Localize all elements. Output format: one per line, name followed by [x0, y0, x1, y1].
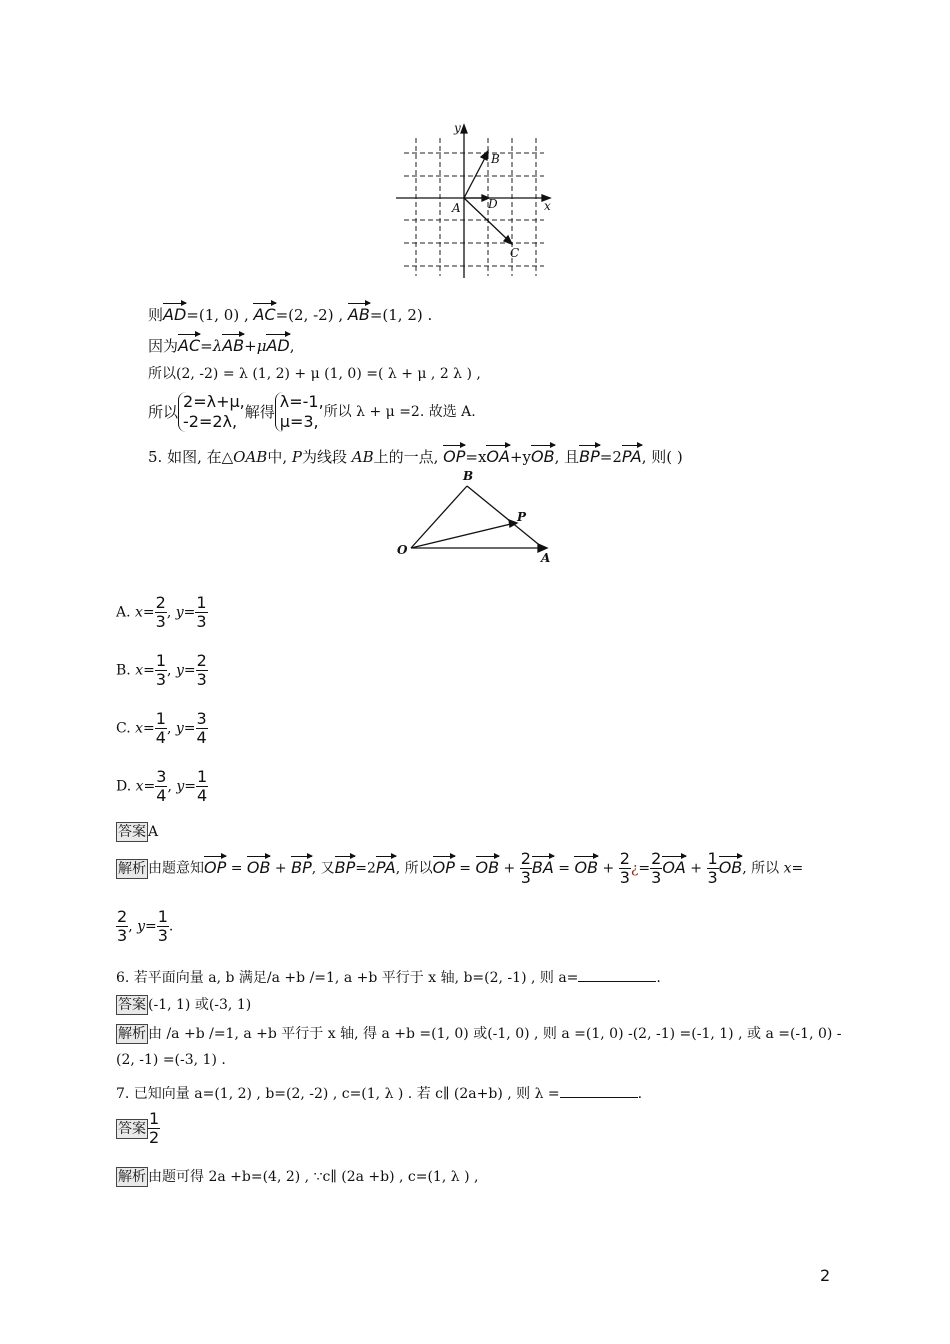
solution4-line3: 所以(2, -2) = λ (1, 2) + μ (1, 0) =( λ + μ , 2 λ ) , — [148, 366, 481, 382]
solution4-line1: 则AD=(1, 0) , AC=(2, -2) , AB=(1, 2) . — [148, 301, 432, 325]
question-6: 6. 若平面向量 a, b 满足/a +b /=1, a +b 平行于 x 轴, b=(2, -1) , 则 a= . — [116, 967, 661, 987]
triangle-figure — [395, 466, 560, 566]
solution-5-continued: $\frac{2}{3}$ , y= $\frac{1}{3}$ . — [117, 907, 174, 945]
answer-7: 答案 $\frac{1}{2}$ — [118, 1109, 160, 1147]
vector-ab: AB — [222, 332, 244, 354]
answer-blank[interactable] — [560, 1083, 638, 1098]
page-number: 2 — [820, 1266, 831, 1285]
option-a[interactable]: A. x= $\frac{2}{3}$ , y= $\frac{1}{3}$ — [116, 593, 207, 631]
option-c[interactable]: C. x= $\frac{1}{4}$ , y= $\frac{3}{4}$ — [116, 709, 207, 747]
point-label-c: C — [510, 246, 520, 260]
vector-ad: AD — [266, 332, 289, 354]
answer-tag: 答案 — [118, 997, 146, 1013]
point-label-a: A — [541, 551, 551, 565]
option-d[interactable]: D. x= $\frac{3}{4}$ , y= $\frac{1}{4}$ — [116, 767, 208, 805]
vector-ob: OB — [531, 443, 555, 465]
solution4-line2: 因为AC=λAB+μAD, — [148, 332, 295, 356]
vector-ac: AC — [178, 332, 200, 354]
solution-6: 解析 由 /a +b /=1, a +b 平行于 x 轴, 得 a +b =(1, 0) 或(-1, 0) , 则 a =(1, 0) -(2, -1) =(-1, 1) , 或 a =(-1, 0) - — [118, 1026, 842, 1042]
y-axis-label: y — [454, 121, 461, 135]
point-label-b: B — [491, 152, 500, 166]
equation-system-2: λ=-1, μ=3, — [275, 392, 324, 432]
question-5: 5. 如图, 在△OAB中, P为线段 AB上的一点, OP=xOA+yOB, 且BP=2PA, 则( ) — [148, 443, 683, 467]
solution-tag: 解析 — [118, 860, 146, 877]
solution-6-continued: (2, -1) =(-3, 1) . — [116, 1052, 226, 1068]
solution4-line4: 所以 2=λ+μ, -2=2λ, 解得 λ=-1, μ=3, 所以 λ + μ =2. 故选 A. — [148, 392, 476, 431]
point-label-a: A — [452, 201, 461, 215]
vector-ab: AB — [348, 301, 370, 323]
point-label-d: D — [488, 197, 498, 211]
solution-5: 解析 由题意知OP = OB + BP, 又BP=2PA, 所以OP = OB + $\frac{2}{3}$ BA = OB + $\frac{2}{3}$ ¿= $\frac{2}{3}$ OA + $\frac{1}{3}$ OB, 所以 x= — [118, 849, 804, 887]
answer-5: 答案 A — [118, 824, 159, 840]
vector-bp: BP — [579, 443, 600, 465]
point-label-b: B — [463, 469, 474, 483]
solution-tag: 解析 — [118, 1169, 146, 1185]
point-label-o: O — [397, 543, 408, 557]
question-7: 7. 已知向量 a=(1, 2) , b=(2, -2) , c=(1, λ ) . 若 c∥ (2a+b) , 则 λ = . — [116, 1083, 642, 1103]
answer-tag: 答案 — [118, 1120, 146, 1137]
answer-blank[interactable] — [578, 967, 656, 982]
equation-system-1: 2=λ+μ, -2=2λ, — [178, 392, 245, 432]
point-label-p: P — [517, 510, 527, 524]
option-b[interactable]: B. x= $\frac{1}{3}$ , y= $\frac{2}{3}$ — [116, 651, 207, 689]
vector-oa: OA — [486, 443, 510, 465]
vector-ad: AD — [163, 301, 186, 323]
vector-ac: AC — [253, 301, 275, 323]
answer-tag: 答案 — [118, 824, 146, 840]
vector-op: OP — [443, 443, 465, 465]
x-axis-label: x — [544, 199, 551, 213]
coordinate-grid-figure — [394, 120, 560, 280]
solution-tag: 解析 — [118, 1026, 146, 1042]
vector-pa: PA — [622, 443, 642, 465]
solution-7: 解析 由题可得 2a +b=(4, 2) , ∵c∥ (2a +b) , c=(1, λ ) , — [118, 1169, 479, 1185]
answer-6: 答案 (-1, 1) 或(-3, 1) — [118, 997, 252, 1013]
